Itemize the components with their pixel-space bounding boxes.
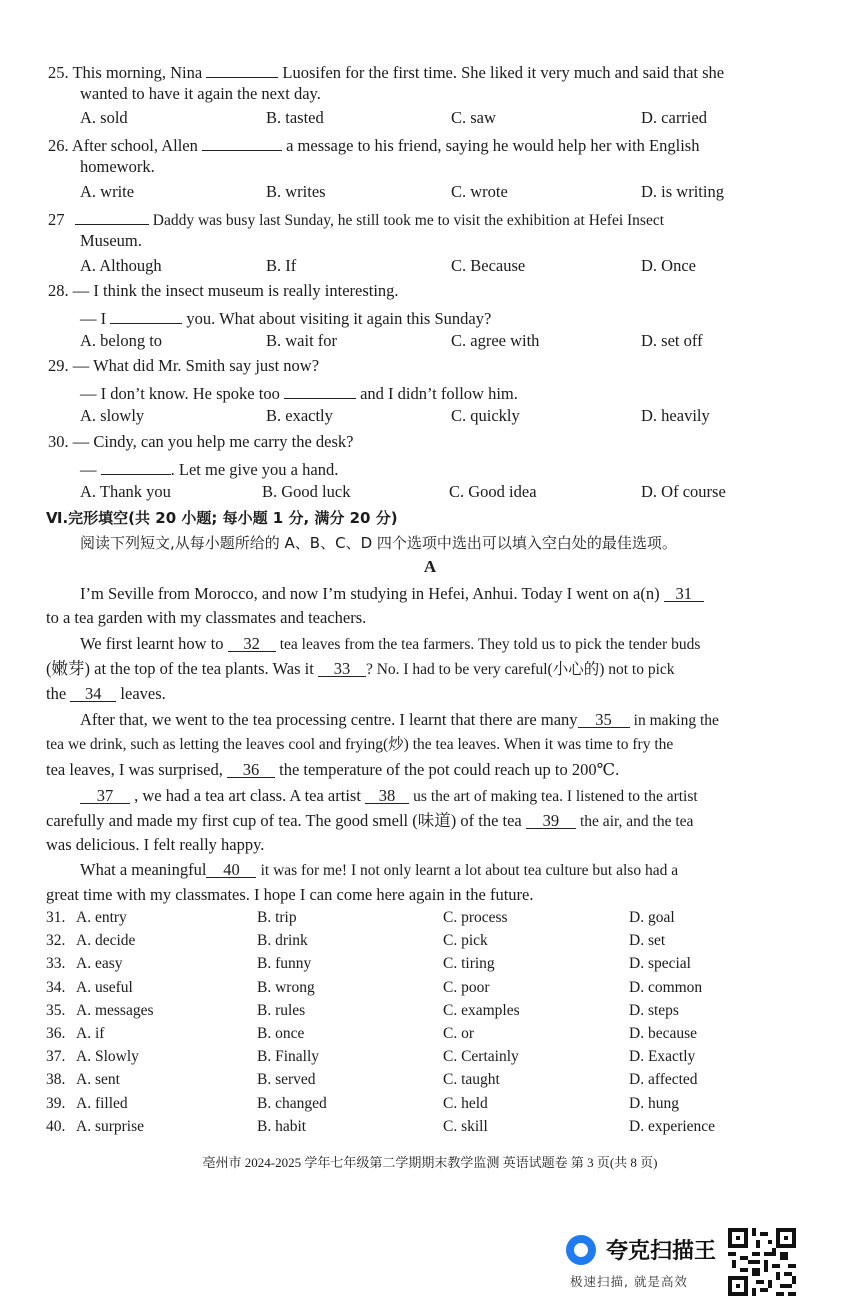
question-text: After school, Allen: [71, 136, 198, 155]
option-b[interactable]: B. Good luck: [262, 482, 351, 501]
section-instruction: 阅读下列短文,从每小题所给的 A、B、C、D 四个选项中选出可以填入空白处的最佳选项。: [80, 534, 677, 552]
passage-text: the air, and the tea: [580, 813, 694, 830]
question-number: 29.: [48, 356, 69, 375]
dialogue-line: — Cindy, can you help me carry the desk?: [72, 432, 354, 451]
option-b[interactable]: B. If: [266, 256, 297, 275]
choice-option-d[interactable]: D. affected: [629, 1071, 698, 1089]
passage-text: it was for me! I not only learnt a lot about tea culture but also had a: [260, 862, 679, 879]
option-b[interactable]: B. wait for: [266, 331, 338, 350]
answer-blank[interactable]: [101, 457, 171, 475]
answer-blank[interactable]: [110, 306, 182, 324]
choice-option-b[interactable]: B. wrong: [257, 978, 315, 996]
cloze-blank-37[interactable]: 37: [80, 786, 130, 804]
passage-text: carefully and made my first cup of tea. The good smell (味道) of the tea: [46, 811, 522, 830]
option-d[interactable]: D. Once: [641, 256, 696, 275]
passage-line: [46, 760, 619, 780]
cloze-blank-31[interactable]: 31: [664, 584, 704, 602]
dialogue-line: — I think the insect museum is really interesting.: [72, 281, 399, 300]
passage-text: tea leaves, I was surprised,: [46, 760, 223, 779]
choice-option-c[interactable]: C. examples: [443, 1001, 520, 1019]
choice-option-b[interactable]: B. changed: [257, 1094, 327, 1112]
choice-number: 37.: [46, 1048, 66, 1066]
choice-option-b[interactable]: B. once: [257, 1025, 305, 1042]
passage-text: was delicious. I felt really happy.: [46, 835, 265, 854]
question-text: Daddy was busy last Sunday, he still took me to visit the exhibition at Hefei Insect: [152, 212, 665, 229]
passage-text: What a meaningful: [80, 860, 207, 879]
question-number: 25.: [48, 63, 69, 82]
passage-text: great time with my classmates. I hope I can come here again in the future.: [46, 885, 534, 904]
question-number: 27: [48, 210, 65, 229]
question-text: This morning, Nina: [72, 63, 203, 82]
choice-option-a[interactable]: A. decide: [76, 932, 136, 950]
choice-option-c[interactable]: C. process: [443, 909, 508, 926]
choice-option-c[interactable]: C. Certainly: [443, 1048, 519, 1066]
choice-option-c[interactable]: C. or: [443, 1025, 474, 1042]
dialogue-text: — I don’t know. He spoke too: [80, 384, 280, 403]
choice-number: 34.: [46, 978, 66, 996]
choice-option-c[interactable]: C. poor: [443, 978, 490, 996]
choice-option-c[interactable]: C. skill: [443, 1117, 488, 1135]
cloze-blank-40[interactable]: 40: [206, 860, 256, 878]
passage-line: [46, 659, 675, 680]
question-28: [48, 281, 399, 301]
choice-option-d[interactable]: D. hung: [629, 1094, 679, 1112]
choice-option-b[interactable]: B. funny: [257, 955, 312, 973]
passage-text: ? No. I had to be very careful(小心的) not to pick: [365, 661, 675, 678]
choice-number: 39.: [46, 1094, 66, 1112]
choice-option-b[interactable]: B. Finally: [257, 1048, 320, 1066]
choice-option-a[interactable]: A. useful: [76, 978, 133, 996]
choice-option-b[interactable]: B. rules: [257, 1001, 306, 1019]
dialogue-text: —: [80, 460, 97, 479]
cloze-blank-36[interactable]: 36: [227, 760, 275, 778]
option-d[interactable]: D. Of course: [641, 482, 726, 501]
option-a[interactable]: A. Although: [80, 256, 162, 275]
option-c[interactable]: C. saw: [451, 108, 496, 127]
choice-option-a[interactable]: A. easy: [76, 955, 123, 973]
passage-text: to a tea garden with my classmates and teachers.: [46, 608, 367, 627]
option-a[interactable]: A. write: [80, 182, 135, 201]
option-d[interactable]: D. carried: [641, 108, 707, 127]
option-c[interactable]: C. wrote: [451, 182, 508, 201]
passage-text: leaves.: [120, 684, 166, 703]
choice-option-d[interactable]: D. special: [629, 955, 691, 973]
app-tagline: 极速扫描, 就是高效: [570, 1274, 688, 1289]
choice-option-b[interactable]: B. habit: [257, 1117, 307, 1135]
question-text: Luosifen for the first time. She liked it very much and said that she: [282, 63, 725, 82]
choice-option-c[interactable]: C. pick: [443, 932, 488, 950]
option-b[interactable]: B. writes: [266, 182, 326, 201]
passage-text: the temperature of the pot could reach up to 200℃.: [279, 760, 620, 779]
passage-text: , we had a tea art class. A tea artist: [134, 786, 361, 805]
passage-text: us the art of making tea. I listened to the artist: [413, 788, 698, 805]
passage-text: the: [46, 684, 67, 703]
quark-logo-icon: [566, 1235, 596, 1265]
question-number: 30.: [48, 432, 69, 451]
passage-line: [46, 811, 693, 832]
choice-option-d[interactable]: D. Exactly: [629, 1048, 696, 1066]
cloze-blank-32[interactable]: 32: [228, 634, 276, 652]
option-a[interactable]: A. slowly: [80, 406, 145, 425]
choice-option-d[interactable]: D. because: [629, 1025, 697, 1042]
choice-option-d[interactable]: D. steps: [629, 1001, 679, 1019]
choice-option-a[interactable]: A. if: [76, 1025, 105, 1042]
dialogue-line: [80, 457, 338, 480]
question-27: [48, 207, 664, 231]
passage-line: [80, 786, 698, 807]
qr-code-icon: [728, 1228, 796, 1296]
passage-text: tea we drink, such as letting the leaves cool and frying(炒) the tea leaves. When it was time to fry the: [46, 736, 674, 753]
answer-blank[interactable]: [202, 133, 282, 151]
passage-text: I’m Seville from Morocco, and now I’m studying in Hefei, Anhui. Today I went on a(n): [80, 584, 660, 603]
passage-text: We first learnt how to: [80, 634, 224, 653]
choice-option-d[interactable]: D. goal: [629, 909, 675, 926]
question-text: Museum.: [80, 231, 142, 250]
choice-option-b[interactable]: B. served: [257, 1071, 316, 1089]
passage-line: [80, 634, 700, 655]
question-30: [48, 432, 353, 452]
choice-option-b[interactable]: B. trip: [257, 909, 297, 926]
option-c[interactable]: C. agree with: [451, 331, 540, 350]
choice-number: 38.: [46, 1071, 66, 1089]
choice-number: 35.: [46, 1001, 66, 1019]
choice-option-a[interactable]: A. Slowly: [76, 1048, 139, 1066]
dialogue-line: [80, 306, 491, 329]
passage-text: (嫩芽) at the top of the tea plants. Was it: [46, 659, 314, 678]
choice-option-c[interactable]: C. taught: [443, 1071, 500, 1089]
question-text: wanted to have it again the next day.: [80, 84, 321, 103]
question-29: [48, 356, 319, 376]
dialogue-text: you. What about visiting it again this Sunday?: [186, 309, 492, 328]
choice-number: 32.: [46, 932, 66, 950]
passage-line: [80, 584, 704, 604]
section-heading: Ⅵ.完形填空(共 20 小题; 每小题 1 分, 满分 20 分): [46, 509, 398, 527]
choice-option-c[interactable]: C. held: [443, 1094, 488, 1112]
choice-option-a[interactable]: A. entry: [76, 909, 127, 926]
cloze-blank-34[interactable]: 34: [70, 684, 116, 702]
passage-line: [80, 860, 678, 881]
question-26: [48, 133, 699, 156]
dialogue-text: . Let me give you a hand.: [170, 460, 339, 479]
choice-option-c[interactable]: C. tiring: [443, 955, 495, 973]
option-b[interactable]: B. exactly: [266, 406, 333, 425]
dialogue-text: and I didn’t follow him.: [360, 384, 518, 403]
passage-text: After that, we went to the tea processing centre. I learnt that there are many: [80, 710, 578, 729]
choice-option-d[interactable]: D. common: [629, 978, 703, 996]
choice-option-d[interactable]: D. set: [629, 932, 666, 950]
question-25: [48, 60, 724, 83]
cloze-blank-35[interactable]: 35: [578, 710, 630, 728]
option-a[interactable]: A. Thank you: [80, 482, 171, 501]
passage-line: [80, 710, 719, 731]
option-a[interactable]: A. belong to: [80, 331, 163, 350]
dialogue-line: [80, 381, 518, 404]
choice-number: 40.: [46, 1117, 66, 1135]
question-number: 28.: [48, 281, 69, 300]
choice-option-a[interactable]: A. surprise: [76, 1117, 145, 1135]
option-b[interactable]: B. tasted: [266, 108, 324, 127]
page-footer: 亳州市 2024-2025 学年七年级第二学期期末教学监测 英语试题卷 第 3 页(共 8 页): [202, 1155, 658, 1170]
passage-line: [46, 684, 166, 704]
scanner-watermark: [566, 1232, 726, 1294]
dialogue-line: — What did Mr. Smith say just now?: [72, 356, 320, 375]
option-d[interactable]: D. is writing: [641, 182, 724, 201]
dialogue-text: — I: [80, 309, 107, 328]
cloze-blank-38[interactable]: 38: [365, 786, 409, 804]
option-c[interactable]: C. Good idea: [449, 482, 537, 501]
choice-option-a[interactable]: A. filled: [76, 1094, 128, 1112]
option-d[interactable]: D. set off: [641, 331, 703, 350]
answer-blank[interactable]: [75, 207, 149, 225]
choice-option-b[interactable]: B. drink: [257, 932, 308, 950]
option-c[interactable]: C. Because: [451, 256, 526, 275]
answer-blank[interactable]: [284, 381, 356, 399]
question-number: 26.: [48, 136, 69, 155]
passage-label: A: [423, 557, 437, 576]
option-c[interactable]: C. quickly: [451, 406, 520, 425]
app-name: 夸克扫描王: [606, 1239, 717, 1264]
passage-text: tea leaves from the tea farmers. They told us to pick the tender buds: [279, 636, 701, 653]
passage-text: in making the: [633, 712, 719, 729]
choice-option-d[interactable]: D. experience: [629, 1117, 716, 1135]
choice-option-a[interactable]: A. messages: [76, 1001, 154, 1019]
question-text: homework.: [80, 157, 155, 176]
question-text: a message to his friend, saying he would help her with English: [286, 136, 700, 155]
choice-number: 31.: [46, 909, 66, 926]
option-a[interactable]: A. sold: [80, 108, 128, 127]
cloze-blank-39[interactable]: 39: [526, 811, 576, 829]
choice-number: 33.: [46, 955, 66, 973]
cloze-blank-33[interactable]: 33: [318, 659, 366, 677]
choice-option-a[interactable]: A. sent: [76, 1071, 120, 1089]
option-d[interactable]: D. heavily: [641, 406, 710, 425]
choice-number: 36.: [46, 1025, 66, 1042]
answer-blank[interactable]: [206, 60, 278, 78]
